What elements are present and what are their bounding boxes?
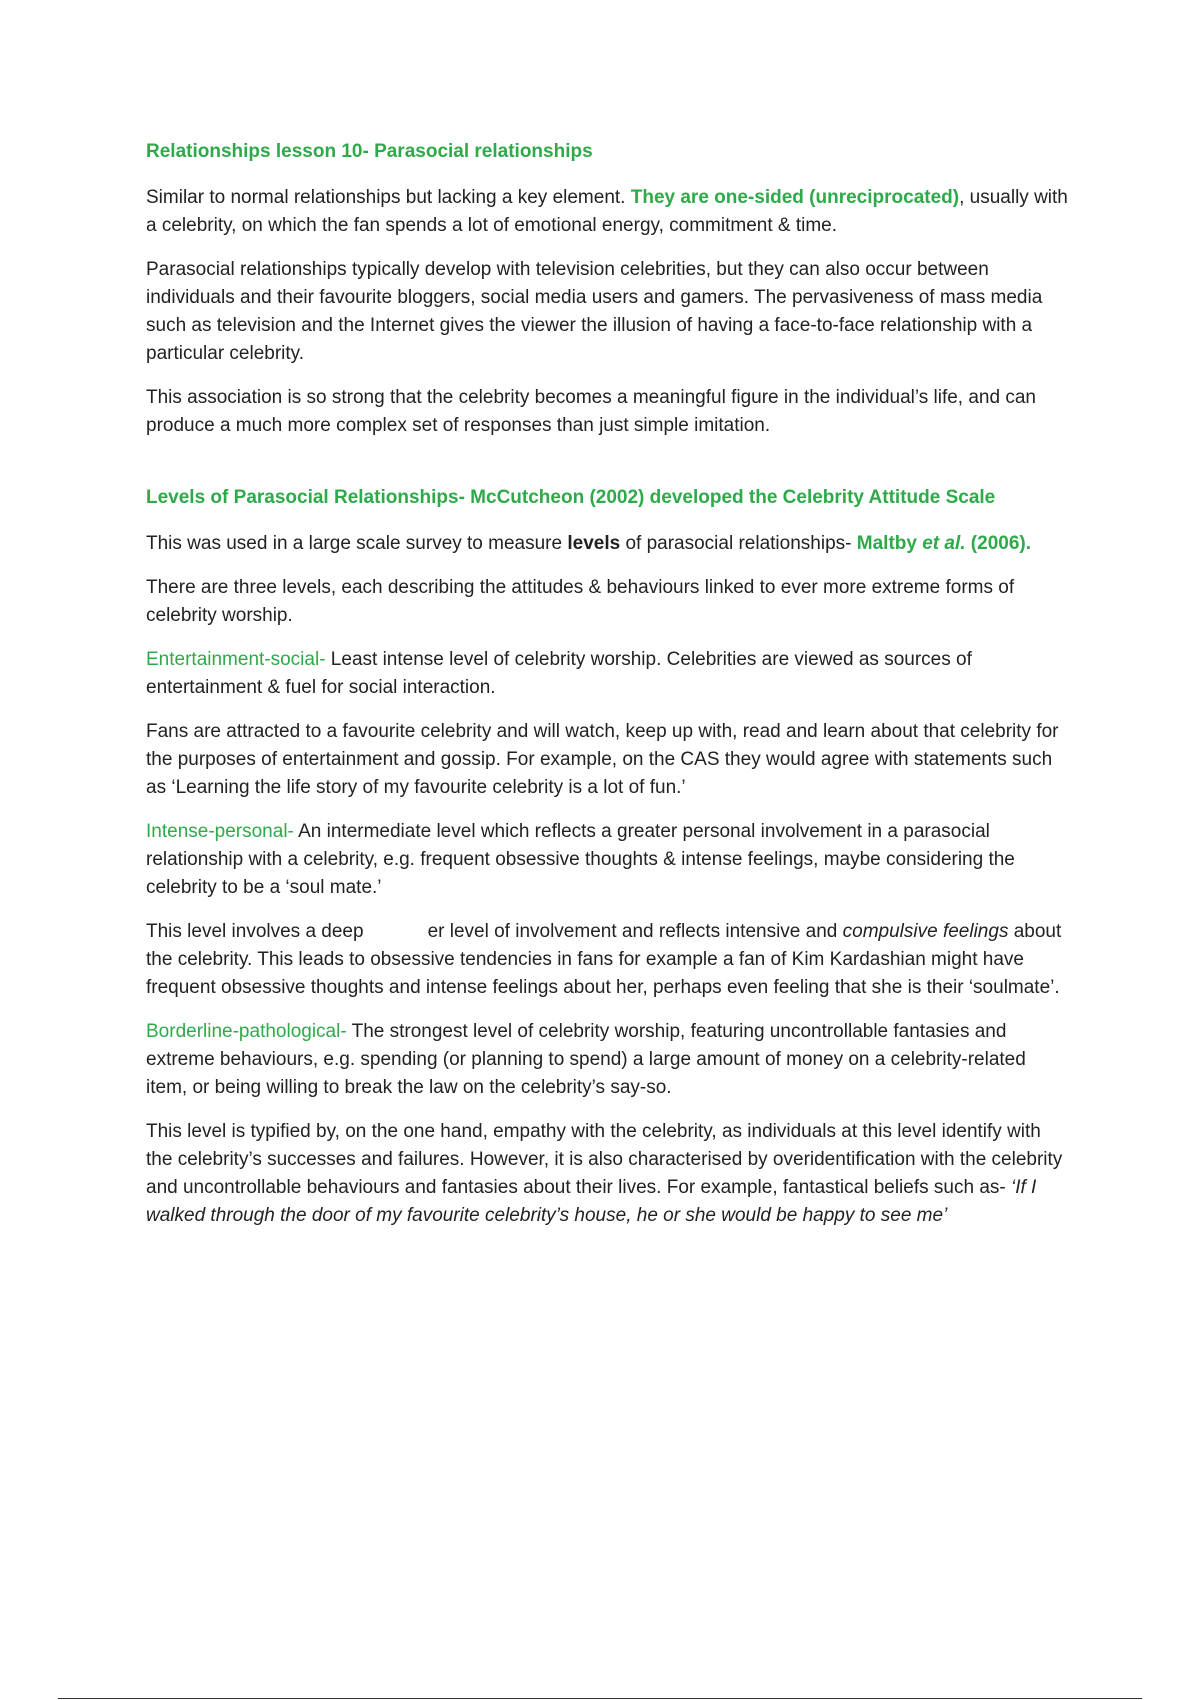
intro-paragraph xyxy=(146,184,1070,240)
entertainment-social-definition xyxy=(146,646,1070,702)
intense-personal-text: An intermediate level which reflects a greater personal involvement in a parasocial relationship with a celebrity, e.g. frequent obsessive thoughts & intense feelings, maybe considering the celebrity to be a ‘soul mate.’ xyxy=(146,821,1015,898)
borderline-pathological-definition xyxy=(146,1018,1070,1102)
three-levels-paragraph: There are three levels, each describing the attitudes & behaviours linked to ever more extreme forms of celebrity worship. xyxy=(146,577,1015,626)
intense-detail-d: about the celebrity. This leads to obsessive tendencies in fans for example a fan of Kim Kardashian might have frequent obsessive thoughts and intense feelings about her, perhaps even feeling that she is their ‘soulmate’. xyxy=(146,921,1062,998)
entertainment-social-detail: Fans are attracted to a favourite celebrity and will watch, keep up with, read and learn about that celebrity for the purposes of entertainment and gossip. For example, on the CAS they would agree with statements such as ‘Learning the life story of my favourite celebrity is a lot of fun.’ xyxy=(146,721,1059,798)
lesson-title: Relationships lesson 10- Parasocial relationships xyxy=(146,141,593,162)
survey-paragraph xyxy=(146,530,1070,558)
footer-rule xyxy=(58,1698,1142,1699)
et-al: et al. xyxy=(922,533,966,554)
maltby-name: Maltby xyxy=(856,533,923,554)
maltby-citation xyxy=(857,533,1031,554)
borderline-detail-a: This level is typified by, on the one hand, empathy with the celebrity, as individuals at this level identify with the celebrity’s successes and failures. However, it is also characterised by overidentification with the celebrity and uncontrollable behaviours and fantasies about their lives. For example, fantastical beliefs such as- xyxy=(146,1121,1063,1198)
levels-bold: levels xyxy=(567,533,621,554)
maltby-year: (2006). xyxy=(965,533,1032,554)
borderline-pathological-detail xyxy=(146,1118,1070,1230)
borderline-pathological-text: The strongest level of celebrity worship, featuring uncontrollable fantasies and extreme behaviours, e.g. spending (or planning to spend) a large amount of money on a celebrity-related item, or being willing to break the law on the celebrity’s say-so. xyxy=(146,1021,1026,1098)
intro-text-a: Similar to normal relationships but lacking a key element. xyxy=(146,187,631,208)
one-sided-highlight: They are one-sided (unreciprocated) xyxy=(630,187,960,208)
association-paragraph: This association is so strong that the celebrity becomes a meaningful figure in the individual’s life, and can produce a much more complex set of responses than just simple imitation. xyxy=(146,387,1036,436)
borderline-pathological-term: Borderline-pathological- xyxy=(146,1021,347,1042)
intense-personal-detail xyxy=(146,918,1070,1002)
entertainment-social-text: Least intense level of celebrity worship. Celebrities are viewed as sources of entertainment & fuel for social interaction. xyxy=(146,649,972,698)
intense-personal-definition xyxy=(146,818,1070,902)
survey-text-c: of parasocial relationships- xyxy=(620,533,857,554)
intro-text-c: , usually with a celebrity, on which the fan spends a lot of emotional energy, commitment & time. xyxy=(146,187,1068,236)
document-page xyxy=(146,138,1070,1246)
survey-text-a: This was used in a large scale survey to measure xyxy=(146,533,568,554)
fantastical-belief-quote: ‘If I walked through the door of my favourite celebrity’s house, he or she would be happy to see me’ xyxy=(146,1177,1037,1226)
parasocial-media-paragraph: Parasocial relationships typically develop with television celebrities, but they can also occur between individuals and their favourite bloggers, social media users and gamers. The pervasiveness of mass media such as television and the Internet gives the viewer the illusion of having a face-to-face relationship with a particular celebrity. xyxy=(146,259,1043,364)
intense-detail-a: This level involves a deep xyxy=(146,921,364,942)
entertainment-social-term: Entertainment-social- xyxy=(146,649,326,670)
intense-personal-term: Intense-personal- xyxy=(146,821,294,842)
compulsive-feelings: compulsive feelings xyxy=(842,921,1009,942)
intense-detail-b: er level of involvement and reflects intensive and xyxy=(427,921,843,942)
levels-heading: Levels of Parasocial Relationships- McCutcheon (2002) developed the Celebrity Attitude Scale xyxy=(146,487,996,508)
